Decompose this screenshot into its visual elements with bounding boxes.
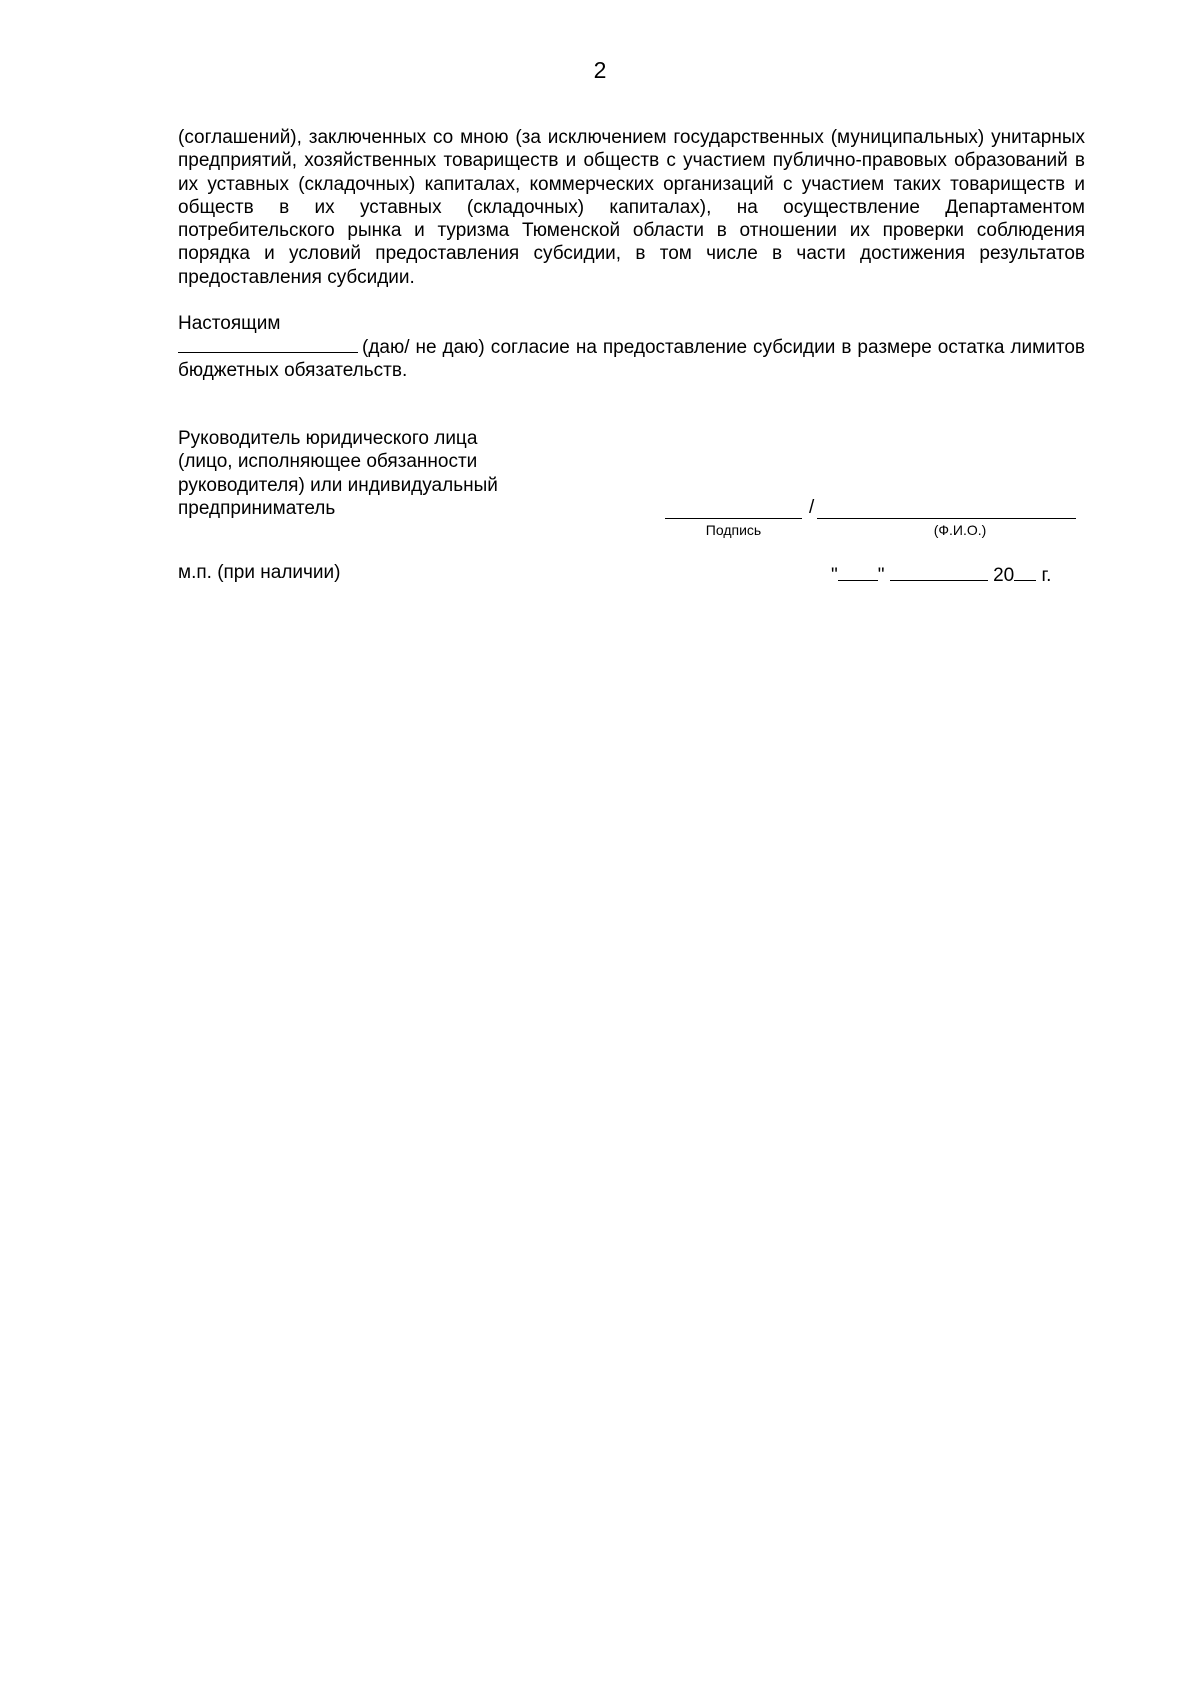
- full-name-caption: (Ф.И.О.): [933, 522, 987, 538]
- signer-line-1: Руководитель юридического лица: [178, 428, 478, 449]
- date-quote-open: ": [831, 565, 838, 586]
- date-day-field[interactable]: [838, 562, 878, 581]
- date-year-field[interactable]: [1014, 562, 1036, 581]
- date-year-suffix: г.: [1041, 565, 1052, 586]
- consent-text: (даю/ не даю) согласие на предоставление субсидии в размере остатка лимитов бюджетных обязательств.: [178, 337, 1085, 382]
- signature-caption: Подпись: [705, 522, 762, 538]
- full-name-field[interactable]: [817, 518, 1076, 519]
- date-month-field[interactable]: [890, 562, 988, 581]
- date-quote-close: ": [877, 565, 885, 586]
- date-year-prefix: 20: [993, 565, 1015, 586]
- signature-field[interactable]: [665, 518, 802, 519]
- stamp-note: м.п. (при наличии): [178, 562, 341, 583]
- signer-line-4: предприниматель: [178, 497, 336, 519]
- signer-line-2: (лицо, исполняющее обязанности: [178, 451, 478, 473]
- signature-slash: /: [809, 497, 815, 518]
- consent-label: Настоящим: [178, 313, 281, 334]
- signer-title: [178, 427, 598, 520]
- signer-line-3: руководителя) или индивидуальный: [178, 474, 498, 496]
- date-field: [831, 562, 1051, 587]
- body-paragraph: (соглашений), заключенных со мною (за исключением государственных (муниципальных) унитарных предприятий, хозяйственных товариществ и обществ с участием публично-правовых образований в их уставных (складочных) капиталах, коммерческих организаций с участием таких товариществ и обществ в их уставных (складочных) капиталах), на осуществление Департаментом потребительского рынка и туризма Тюменской области в отношении их проверки соблюдения порядка и условий предоставления субсидии, в том числе в части достижения результатов предоставления субсидии.: [178, 127, 1085, 288]
- consent-statement: [178, 335, 1085, 383]
- consent-blank-field[interactable]: [178, 335, 358, 353]
- page-number: 2: [593, 57, 607, 83]
